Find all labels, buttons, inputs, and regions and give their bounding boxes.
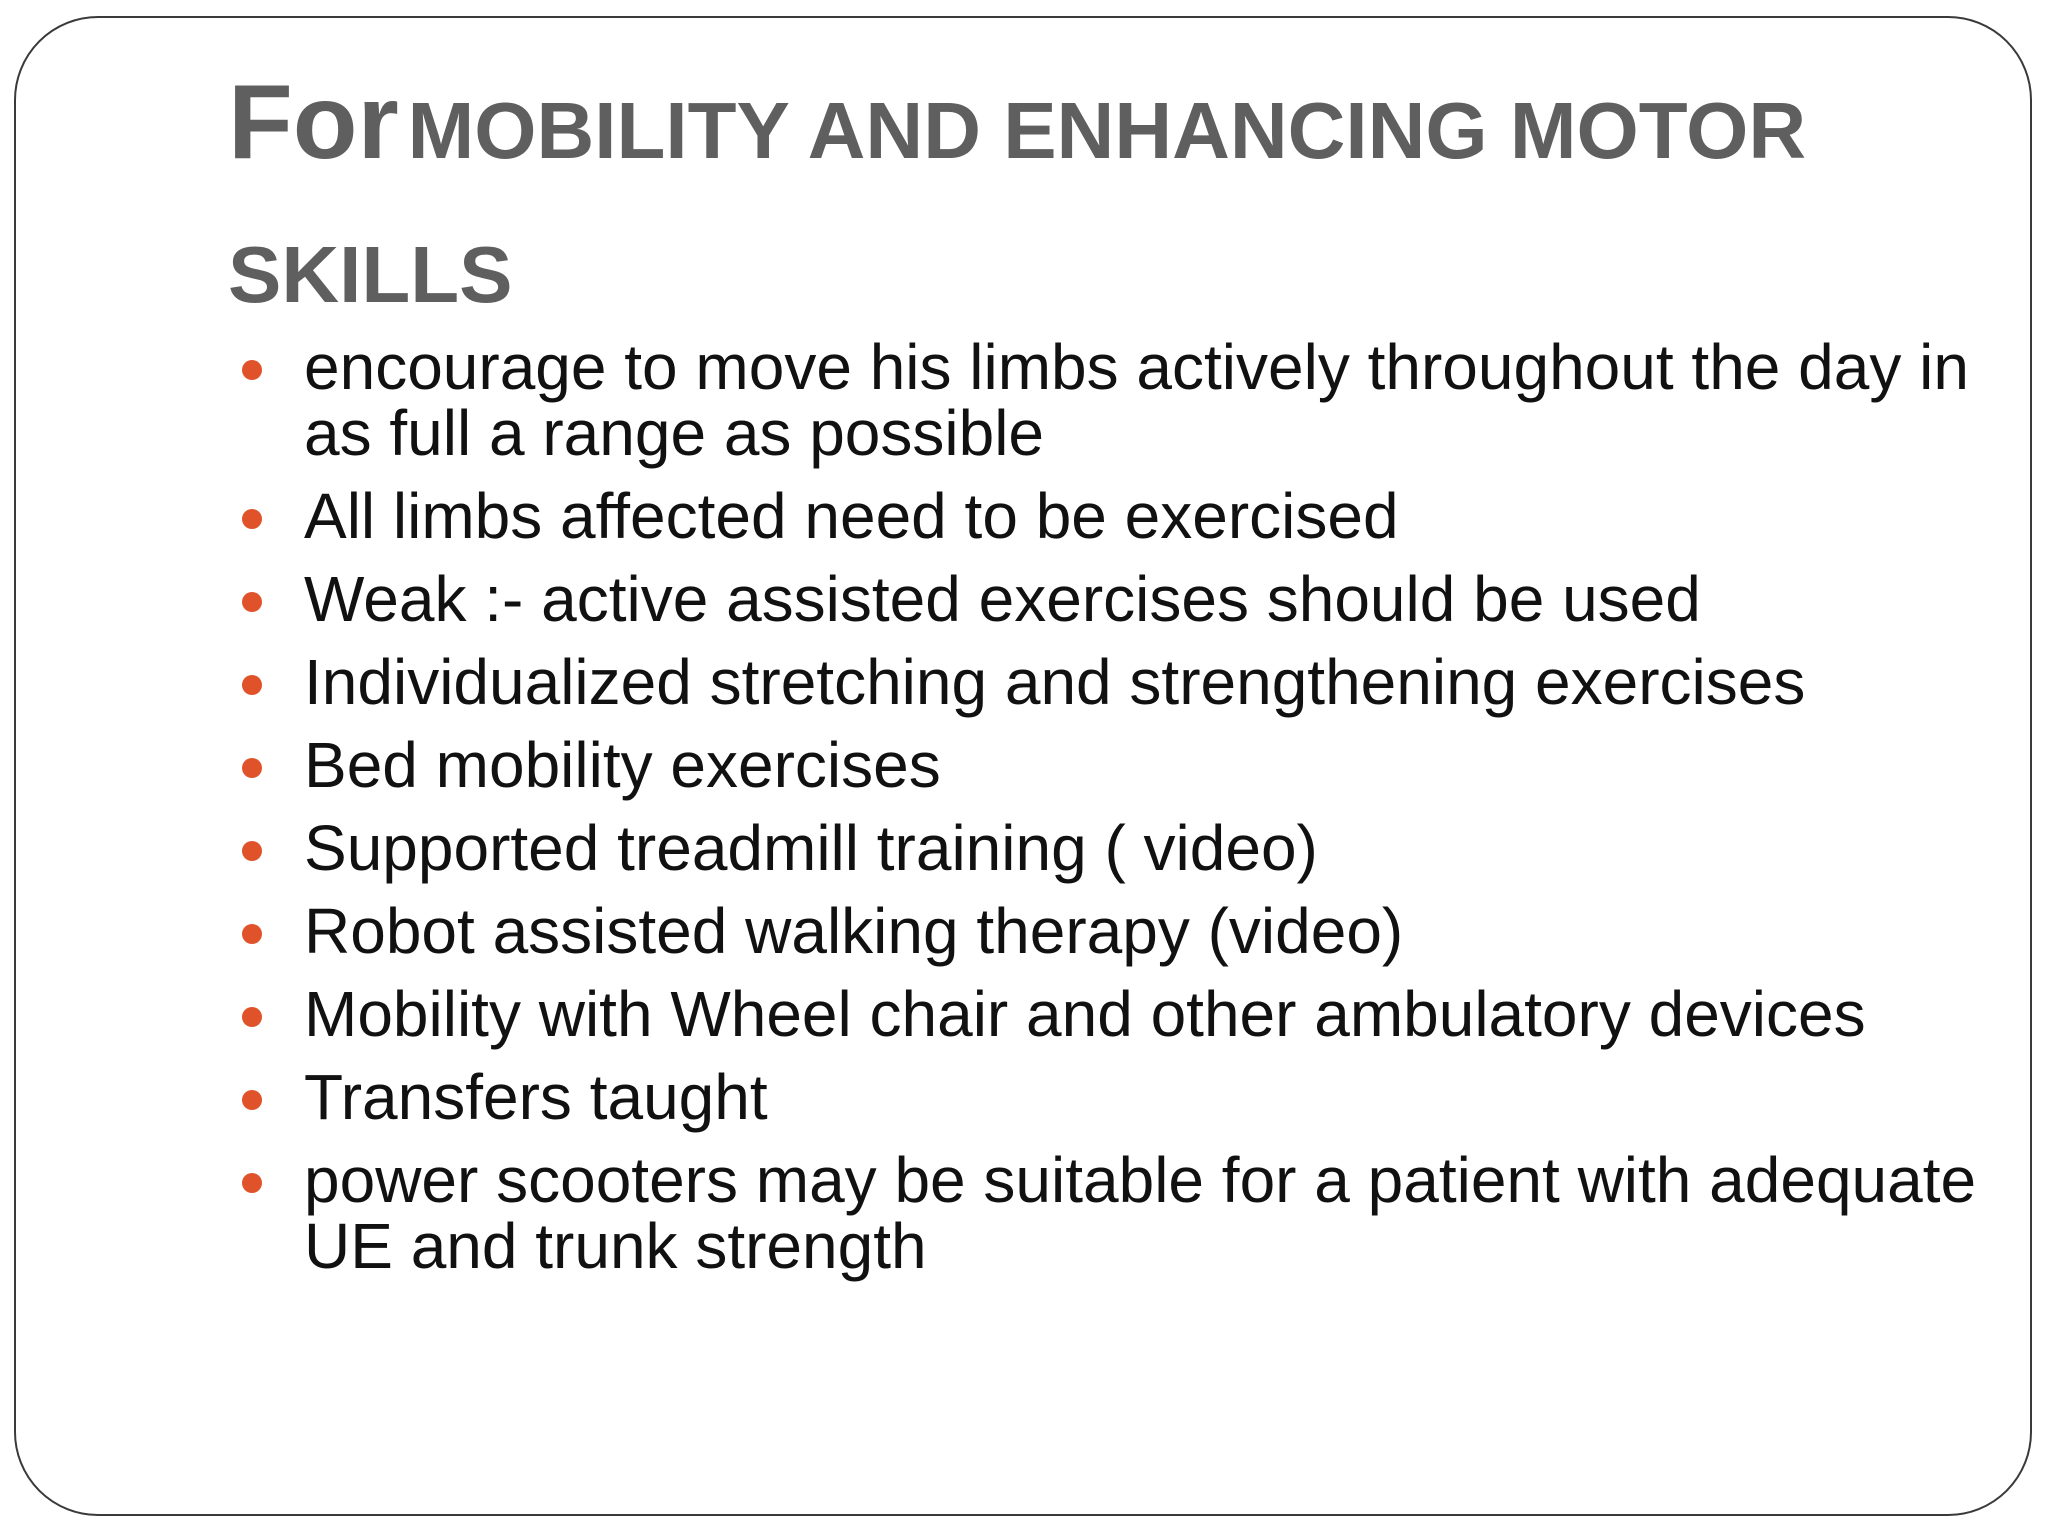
bullet-dot-icon [242,360,262,380]
bullet-item [228,1061,2008,1133]
bullet-text: Robot assisted walking therapy (video) [304,895,1404,967]
bullet-item [228,480,2008,552]
slide-title [228,58,1988,355]
bullet-text: Individualized stretching and strengthening exercises [304,646,1806,718]
bullet-text: Transfers taught [304,1061,768,1133]
bullet-list [228,331,2008,1296]
bullet-text: power scooters may be suitable for a patient with adequate UE and trunk strength [304,1144,1977,1282]
bullet-text: Mobility with Wheel chair and other ambulatory devices [304,978,1866,1050]
slide-title-lead: For [228,63,399,181]
slide [14,16,2032,1516]
bullet-text: Weak :- active assisted exercises should be used [304,563,1701,635]
bullet-dot-icon [242,509,262,529]
bullet-item [228,331,2008,469]
bullet-dot-icon [242,1090,262,1110]
bullet-text: encourage to move his limbs actively throughout the day in as full a range as possible [304,331,1969,469]
bullet-item [228,729,2008,801]
bullet-dot-icon [242,841,262,861]
bullet-dot-icon [242,758,262,778]
bullet-dot-icon [242,924,262,944]
bullet-dot-icon [242,1173,262,1193]
bullet-text: All limbs affected need to be exercised [304,480,1399,552]
bullet-item [228,895,2008,967]
bullet-dot-icon [242,675,262,695]
bullet-text: Bed mobility exercises [304,729,941,801]
bullet-item [228,646,2008,718]
bullet-item [228,1144,2008,1282]
bullet-item [228,978,2008,1050]
bullet-item [228,812,2008,884]
slide-title-rest: MOBILITY AND ENHANCING MOTOR SKILLS [228,86,1807,319]
bullet-dot-icon [242,1007,262,1027]
bullet-item [228,563,2008,635]
bullet-dot-icon [242,592,262,612]
bullet-text: Supported treadmill training ( video) [304,812,1318,884]
